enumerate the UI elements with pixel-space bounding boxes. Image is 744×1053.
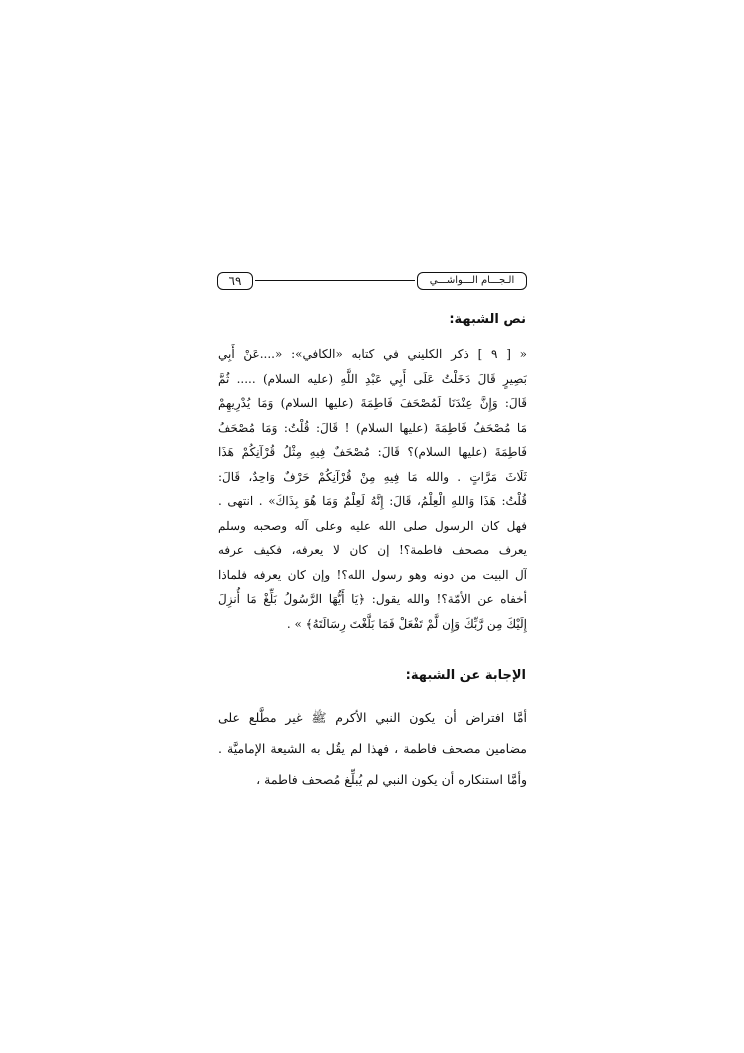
doubt-line: آل البيت من دونه وهو رسول الله؟! وإن كان يعرفه فلماذا: [218, 567, 527, 582]
doubt-line: يعرف مصحف فاطمة؟! إن كان لا يعرفه، فكيف عرفه: [218, 543, 527, 557]
doubt-line: فَاطِمَةَ (عليها السلام)؟ قَالَ: مُصْحَفٌ فِيهِ مِثْلُ قُرْآنِكُمْ هَذَا: [218, 445, 527, 459]
answer-line: مضامين مصحف فاطمة ، فهذا لم يقُل به الشيعة الإماميَّة .: [218, 741, 527, 756]
doubt-text: [218, 342, 527, 636]
answer-heading: الإجابة عن الشبهة:: [405, 668, 526, 683]
doubt-line: ثَلَاثَ مَرَّاتٍ . والله مَا فِيهِ مِنْ قُرْآنِكُمْ حَرْفٌ وَاحِدٌ، قَالَ:: [218, 469, 527, 484]
doubt-line: إِلَيْكَ مِن رَّبِّكَ وَإِن لَّمْ تَفْعَلْ فَمَا بَلَّغْتَ رِسَالَتَهُ﴾ » .: [286, 616, 527, 631]
doubt-line: قَالَ: وَإِنَّ عِنْدَنَا لَمُصْحَفَ فَاطِمَةَ (عليها السلام) وَمَا يُدْرِيهِمْ: [218, 396, 527, 410]
doubt-line: مَا مُصْحَفُ فَاطِمَةَ (عليها السلام) ! قَالَ: قُلْتُ: وَمَا مُصْحَفُ: [218, 420, 527, 435]
book-title: الـجـــام الـــواشـــي: [417, 272, 527, 290]
doubt-line: قُلْتُ: هَذَا وَاللهِ الْعِلْمُ، قَالَ: إِنَّهُ لَعِلْمٌ وَمَا هُوَ بِذَاكَ» . انتهى .: [218, 494, 527, 508]
answer-line: وأمَّا استنكاره أن يكون النبي لم يُبلِّغ مُصحف فاطمة ،: [256, 772, 527, 787]
answer-text: [218, 702, 527, 795]
doubt-line: فهل كان الرسول صلى الله عليه وعلى آله وصحبه وسلم: [218, 518, 527, 533]
answer-line: أمَّا افتراض أن يكون النبي الأكرم ﷺ غير مطَّلع على: [218, 710, 527, 725]
page-number: ٦٩: [217, 272, 253, 290]
doubt-line: بَصِيرٍ قَالَ دَخَلْتُ عَلَى أَبِي عَبْدِ اللَّهِ (عليه السلام) ..... ثُمَّ: [218, 371, 527, 386]
doubt-heading: نص الشبهة:: [449, 312, 526, 327]
doubt-line: « [ ٩ ] ذكر الكليني في كتابه «الكافي»: «....عَنْ أَبِي: [218, 347, 527, 361]
running-header: [217, 271, 527, 291]
doubt-line: أخفاه عن الأمّة؟! والله يقول: ﴿يَا أَيُّهَا الرَّسُولُ بَلِّغْ مَا أُنزِلَ: [218, 592, 527, 606]
header-rule: [255, 280, 415, 281]
